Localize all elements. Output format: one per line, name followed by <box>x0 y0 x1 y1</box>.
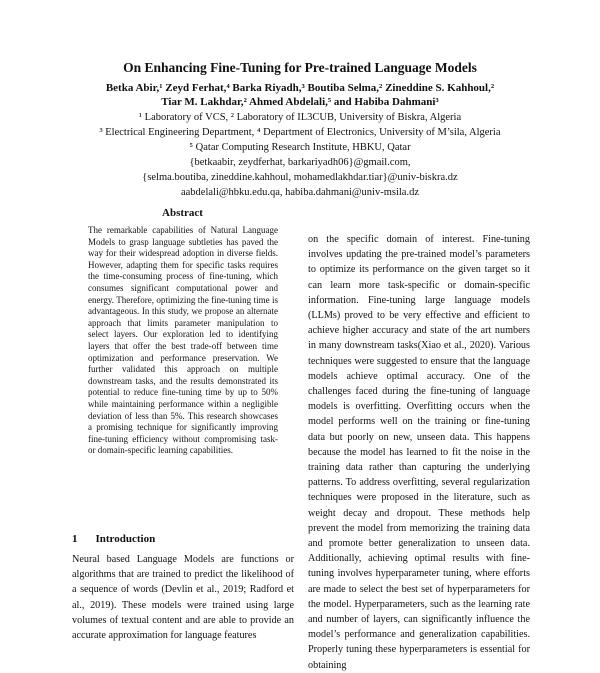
email-line-1: {betkaabir, zeydferhat, barkariyadh06}@gmail.com, <box>189 157 411 168</box>
intro-paragraph: Neural based Language Models are functions or algorithms that are trained to predict the likelihood of a sequence of words (Devlin et al., 2019; Radford et al., 2019). These models were trained using large volumes of textual content and are able to provide an accurate approximation for language features <box>72 554 294 642</box>
section-number: 1 <box>72 533 78 545</box>
affiliation-line-1: ¹ Laboratory of VCS, ² Laboratory of IL3CUB, University of Biskra, Algeria <box>138 112 462 123</box>
abstract-heading: Abstract <box>162 207 203 219</box>
authors-line-1: Betka Abir,¹ Zeyd Ferhat,⁴ Barka Riyadh,³ Boutiba Selma,² Zineddine S. Kahhoul,² <box>105 82 495 94</box>
section-title: Introduction <box>95 533 156 545</box>
section-heading-introduction <box>72 533 173 545</box>
author-list <box>0 82 600 109</box>
affiliations <box>0 110 600 200</box>
email-line-3: aabdelali@hbku.edu.qa, habiba.dahmani@univ-msila.dz <box>180 187 420 198</box>
authors-line-2: Tiar M. Lakhdar,² Ahmed Abdelali,⁵ and Habiba Dahmani³ <box>161 95 439 108</box>
abstract-text: The remarkable capabilities of Natural Language Models to grasp language subtleties has paved the way for their widespread adoption in diverse fields. However, adapting them for specific tasks requires the time-consuming process of fine-tuning, which consumes significant computational power and energy. Therefore, optimizing the fine-tuning time is advantageous. In this study, we propose an alternate approach that limits parameter manipulation to select layers. Our exploration led to identifying layers that offer the best trade-off between time optimization and performance preservation. We further validated this approach on multiple downstream tasks, and the results demonstrated its potential to reduce fine-tuning time by up to 50% while maintaining performance within a negligible deviation of less than 5%. This research showcases a promising technique for significantly improving fine-tuning efficiency without compromising task- or domain-specific learning capabilities. <box>88 225 278 456</box>
right-column-paragraph: on the specific domain of interest. Fine-tuning involves updating the pre-trained model’s parameters to optimize its performance on the given target so it can learn more task-specific or domain-specific information. Fine-tuning large language models (LLMs) proved to be very effective and efficient to achieve higher accuracy and state of the art numbers in many downstream tasks(Xiao et al., 2020). Various techniques were suggested to ensure that the language models achieve optimal accuracy. One of the challenges faced during the fine-tuning of language models is overfitting. Overfitting occurs when the model performs well on the training or fine-tuning data but poorly on new, unseen data. This happens because the model has learned to fit the noise in the training data rather than capturing the underlying patterns. To address overfitting, several regularization techniques were proposed in the literature, such as weight decay and dropout. These methods help prevent the model from memorizing the training data and promote better generalization to unseen data. Additionally, achieving optimal results with fine-tuning involves hyperparameter tuning, where efforts are made to select the best set of hyperparameters for the model. Hyperparameters, such as the learning rate and number of layers, can significantly influence the model’s performance and generalization capabilities. Properly tuning these hyperparameters is essential for obtaining <box>308 234 530 671</box>
paper-title: On Enhancing Fine-Tuning for Pre-trained Language Models <box>123 60 477 75</box>
email-line-2: {selma.boutiba, zineddine.kahhoul, mohamedlakhdar.tiar}@univ-biskra.dz <box>142 172 458 183</box>
affiliation-line-2: ³ Electrical Engineering Department, ⁴ Department of Electronics, University of M’sila, Algeria <box>99 127 501 138</box>
affiliation-line-3: ⁵ Qatar Computing Research Institute, HBKU, Qatar <box>189 142 411 153</box>
